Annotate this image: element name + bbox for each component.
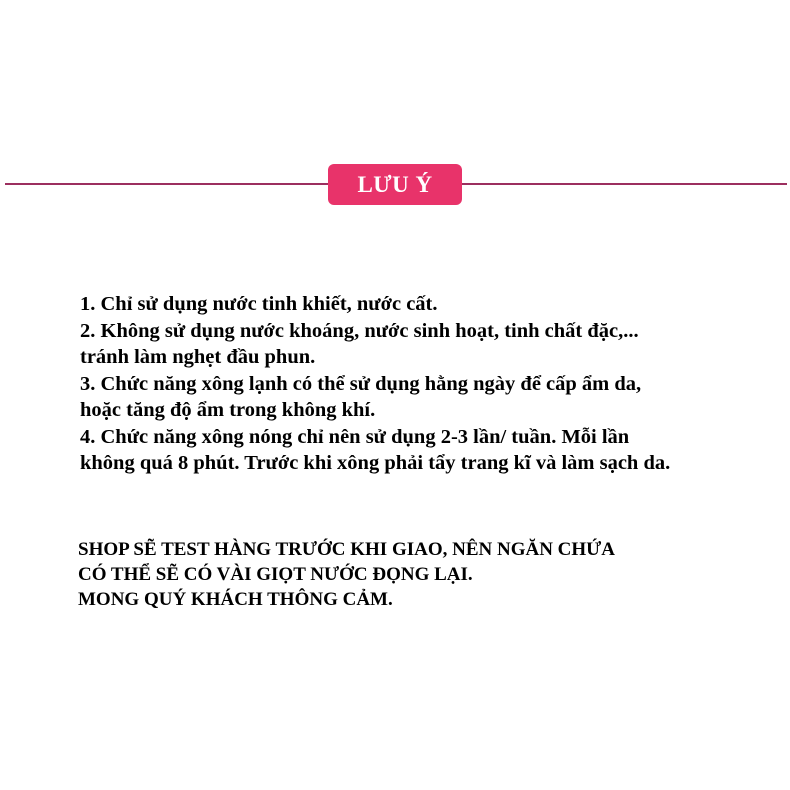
- shop-notice: [78, 537, 778, 612]
- shop-notice-line: CÓ THỂ SẼ CÓ VÀI GIỌT NƯỚC ĐỌNG LẠI.: [78, 564, 473, 585]
- header-divider-left: [5, 183, 330, 185]
- usage-note-item: 1. Chỉ sử dụng nước tinh khiết, nước cất.: [80, 293, 438, 315]
- header-divider-right: [460, 183, 787, 185]
- usage-note-item: 4. Chức năng xông nóng chỉ nên sử dụng 2-3 lần/ tuần. Mỗi lần không quá 8 phút. Trước khi xông phải tẩy trang kĩ và làm sạch da.: [80, 425, 671, 474]
- shop-notice-line: MONG QUÝ KHÁCH THÔNG CẢM.: [78, 589, 393, 610]
- usage-notes-list: [80, 291, 780, 477]
- usage-note-item: 3. Chức năng xông lạnh có thể sử dụng hằng ngày để cấp ẩm da, hoặc tăng độ ẩm trong không khí.: [80, 372, 642, 421]
- usage-note-item: 2. Không sử dụng nước khoáng, nước sinh hoạt, tinh chất đặc,... tránh làm nghẹt đầu phun.: [80, 319, 639, 368]
- shop-notice-line: SHOP SẼ TEST HÀNG TRƯỚC KHI GIAO, NÊN NGĂN CHỨA: [78, 539, 616, 560]
- note-badge: LƯU Ý: [328, 164, 462, 205]
